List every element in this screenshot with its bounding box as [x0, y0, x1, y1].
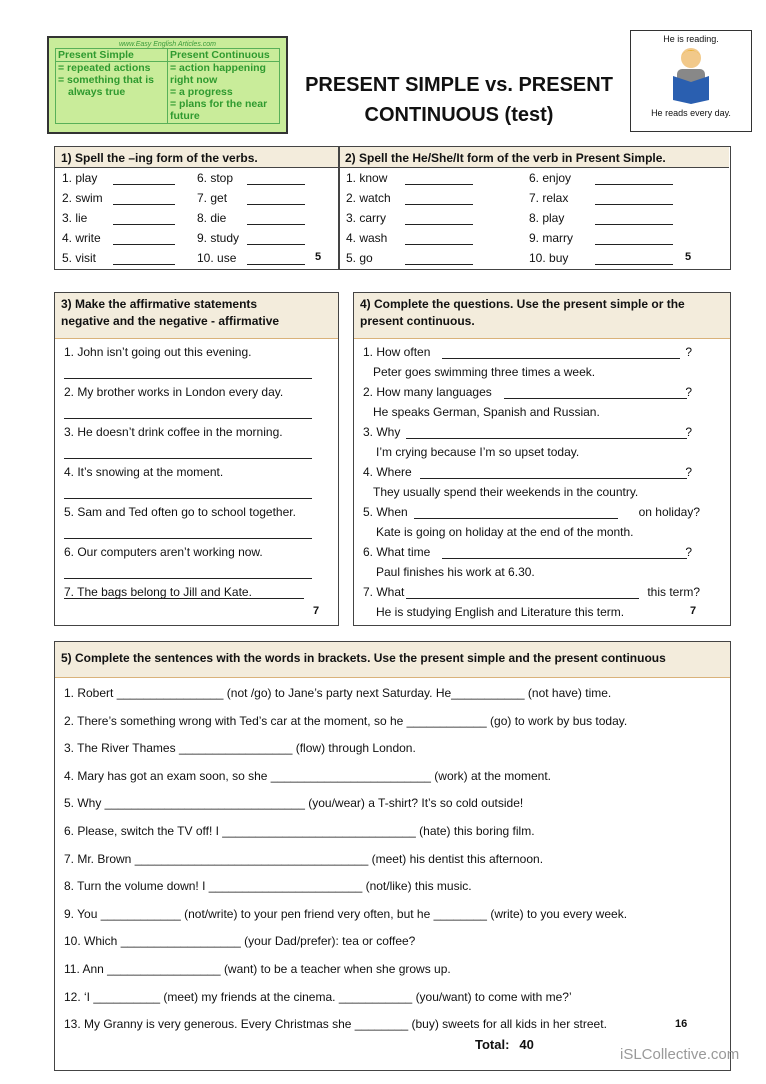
- sentence: 8. Turn the volume down! I _______________________ (not/like) this music.: [64, 879, 472, 894]
- answer-blank[interactable]: [113, 264, 175, 265]
- summary-item: = repeated actions: [58, 62, 151, 74]
- answer-blank[interactable]: [405, 204, 473, 205]
- total-value: 40: [519, 1037, 534, 1052]
- exercise-3-score: 7: [313, 605, 320, 617]
- answer-blank[interactable]: [405, 224, 473, 225]
- verb-label: 8. play: [529, 211, 565, 225]
- answer-blank[interactable]: [113, 184, 175, 185]
- statement: 7. The bags belong to Jill and Kate.: [64, 585, 252, 599]
- answer-sentence: Paul finishes his work at 6.30.: [376, 565, 535, 579]
- question-end: ?: [685, 465, 692, 479]
- answer-blank[interactable]: [442, 558, 687, 559]
- present-simple-heading: Present Simple: [56, 49, 168, 62]
- exercise-4-box: [353, 292, 731, 626]
- answer-blank[interactable]: [113, 244, 175, 245]
- answer-blank[interactable]: [113, 224, 175, 225]
- exercise-4-score: 7: [690, 605, 697, 617]
- verb-label: 6. enjoy: [529, 171, 572, 185]
- worksheet-title: [300, 70, 618, 130]
- tense-summary-box: [47, 36, 288, 134]
- tense-summary-table: [55, 48, 280, 124]
- verb-label: 9. study: [197, 231, 240, 245]
- question-start: 3. Why: [363, 425, 401, 439]
- verb-label: 10. use: [197, 251, 237, 265]
- question-start: 4. Where: [363, 465, 412, 479]
- answer-blank[interactable]: [64, 458, 312, 459]
- statement: 3. He doesn’t drink coffee in the morning.: [64, 425, 283, 439]
- statement: 1. John isn’t going out this evening.: [64, 345, 252, 359]
- question-start: 6. What time: [363, 545, 431, 559]
- statement: 2. My brother works in London every day.: [64, 385, 284, 399]
- answer-blank[interactable]: [247, 204, 305, 205]
- heading-line: present continuous.: [360, 314, 475, 328]
- answer-sentence: They usually spend their weekends in the country.: [373, 485, 639, 499]
- summary-item: always true: [68, 86, 126, 98]
- summary-item: right now: [170, 74, 218, 86]
- exercise-1-heading: 1) Spell the –ing form of the verbs.: [55, 147, 339, 168]
- verb-label: 5. go: [346, 251, 373, 265]
- answer-blank[interactable]: [64, 498, 312, 499]
- heading-line: 3) Make the affirmative statements: [61, 297, 258, 311]
- answer-blank[interactable]: [595, 244, 673, 245]
- answer-sentence: I’m crying because I’m so upset today.: [376, 445, 580, 459]
- answer-blank[interactable]: [64, 538, 312, 539]
- question-end: ?: [685, 345, 692, 359]
- exercise-5-box: [54, 641, 731, 1071]
- sentence: 10. Which __________________ (your Dad/prefer): tea or coffee?: [64, 934, 416, 949]
- answer-blank[interactable]: [64, 598, 304, 599]
- verb-label: 4. write: [62, 231, 101, 245]
- sentence: 11. Ann _________________ (want) to be a teacher when she grows up.: [64, 962, 451, 976]
- total-label: Total:: [475, 1037, 510, 1052]
- answer-blank[interactable]: [247, 244, 305, 245]
- verb-label: 7. relax: [529, 191, 569, 205]
- exercise-2-heading: 2) Spell the He/She/It form of the verb in Present Simple.: [339, 147, 729, 168]
- answer-blank[interactable]: [595, 204, 673, 205]
- question-end: on holiday?: [638, 505, 700, 519]
- verb-label: 5. visit: [62, 251, 97, 265]
- source-site: www.Easy English Articles.com: [119, 41, 216, 48]
- verb-label: 2. swim: [62, 191, 103, 205]
- answer-blank[interactable]: [406, 438, 687, 439]
- exercise-5-score: 16: [675, 1018, 688, 1030]
- picture-caption-bottom: He reads every day.: [651, 108, 731, 118]
- question-start: 2. How many languages: [363, 385, 492, 399]
- answer-blank[interactable]: [113, 204, 175, 205]
- verb-label: 1. know: [346, 171, 388, 185]
- verb-label: 6. stop: [197, 171, 234, 185]
- question-end: this term?: [647, 585, 700, 599]
- question-start: 7. What: [363, 585, 405, 599]
- sentence: 7. Mr. Brown ___________________________________ (meet) his dentist this afternoon.: [64, 851, 544, 866]
- present-continuous-uses: [168, 62, 280, 124]
- sentence: 13. My Granny is very generous. Every Christmas she ________ (buy) sweets for all kids in her street.: [64, 1017, 607, 1032]
- answer-blank[interactable]: [442, 358, 680, 359]
- question-end: ?: [685, 545, 692, 559]
- exercise-1-score: 5: [315, 251, 322, 263]
- summary-item: future: [170, 110, 200, 122]
- sentence: 1. Robert ________________ (not /go) to Jane’s party next Saturday. He___________ (not have) time.: [64, 686, 612, 700]
- exercise-5-heading: 5) Complete the sentences with the words in brackets. Use the present simple and the present continuous: [55, 642, 730, 678]
- sentence: 6. Please, switch the TV off! I _____________________________ (hate) this boring film.: [64, 824, 535, 838]
- sentence: 2. There’s something wrong with Ted’s car at the moment, so he ____________ (go) to work by bus today.: [64, 713, 628, 728]
- statement: 4. It’s snowing at the moment.: [64, 465, 224, 479]
- answer-blank[interactable]: [405, 244, 473, 245]
- watermark: iSLCollective.com: [620, 1046, 740, 1063]
- verb-label: 3. lie: [62, 211, 88, 225]
- summary-item: = plans for the near: [170, 98, 268, 110]
- verb-label: 1. play: [62, 171, 98, 185]
- answer-blank[interactable]: [420, 478, 687, 479]
- answer-blank[interactable]: [405, 264, 473, 265]
- answer-blank[interactable]: [595, 224, 673, 225]
- answer-blank[interactable]: [64, 418, 312, 419]
- verb-label: 7. get: [197, 191, 228, 205]
- sentence: 12. ‘I __________ (meet) my friends at the cinema. ___________ (you/want) to come with me?’: [64, 989, 572, 1004]
- statement: 5. Sam and Ted often go to school together.: [64, 505, 296, 519]
- answer-sentence: Peter goes swimming three times a week.: [373, 365, 596, 379]
- answer-blank[interactable]: [247, 264, 305, 265]
- verb-label: 4. wash: [346, 231, 388, 245]
- verb-label: 10. buy: [529, 251, 569, 265]
- present-simple-uses: [56, 62, 168, 124]
- answer-blank[interactable]: [414, 518, 618, 519]
- heading-line: 4) Complete the questions. Use the present simple or the: [360, 297, 685, 311]
- picture-caption-top: He is reading.: [663, 34, 719, 44]
- boy-reading-illustration: [661, 44, 721, 106]
- answer-sentence: He is studying English and Literature this term.: [376, 605, 625, 619]
- answer-blank[interactable]: [406, 598, 639, 599]
- title-line-1: PRESENT SIMPLE vs. PRESENT: [305, 74, 613, 96]
- heading-line: negative and the negative - affirmative: [61, 314, 280, 328]
- question-end: ?: [685, 385, 692, 399]
- total-score: [475, 1037, 534, 1052]
- verb-label: 2. watch: [346, 191, 391, 205]
- sentence: 3. The River Thames _________________ (flow) through London.: [64, 741, 416, 756]
- verb-label: 9. marry: [529, 231, 574, 245]
- answer-sentence: Kate is going on holiday at the end of the month.: [376, 525, 634, 539]
- answer-blank[interactable]: [64, 578, 312, 579]
- answer-blank[interactable]: [504, 398, 687, 399]
- exercise-2-score: 5: [685, 251, 692, 263]
- answer-blank[interactable]: [247, 224, 305, 225]
- summary-item: = action happening: [170, 62, 266, 74]
- sentence: 9. You ____________ (not/write) to your pen friend very often, but he ________ (write) to you every week.: [64, 906, 628, 921]
- answer-blank[interactable]: [405, 184, 473, 185]
- present-continuous-heading: Present Continuous: [168, 49, 280, 62]
- statement: 6. Our computers aren’t working now.: [64, 545, 263, 559]
- answer-blank[interactable]: [247, 184, 305, 185]
- sentence: 4. Mary has got an exam soon, so she ________________________ (work) at the moment.: [64, 768, 551, 783]
- title-line-2: CONTINUOUS (test): [364, 104, 554, 126]
- reading-boy-picture: [630, 30, 752, 132]
- answer-sentence: He speaks German, Spanish and Russian.: [373, 405, 600, 419]
- answer-blank[interactable]: [64, 378, 312, 379]
- summary-item: = a progress: [170, 86, 233, 98]
- verb-label: 3. carry: [346, 211, 387, 225]
- question-end: ?: [685, 425, 692, 439]
- exercise-3-box: [54, 292, 339, 626]
- answer-blank[interactable]: [595, 264, 673, 265]
- summary-item: = something that is: [58, 74, 154, 86]
- exercise-1-2-box: [54, 146, 731, 270]
- answer-blank[interactable]: [595, 184, 673, 185]
- question-start: 5. When: [363, 505, 408, 519]
- sentence: 5. Why ______________________________ (you/wear) a T-shirt? It’s so cold outside!: [64, 796, 524, 811]
- verb-label: 8. die: [197, 211, 227, 225]
- question-start: 1. How often: [363, 345, 431, 359]
